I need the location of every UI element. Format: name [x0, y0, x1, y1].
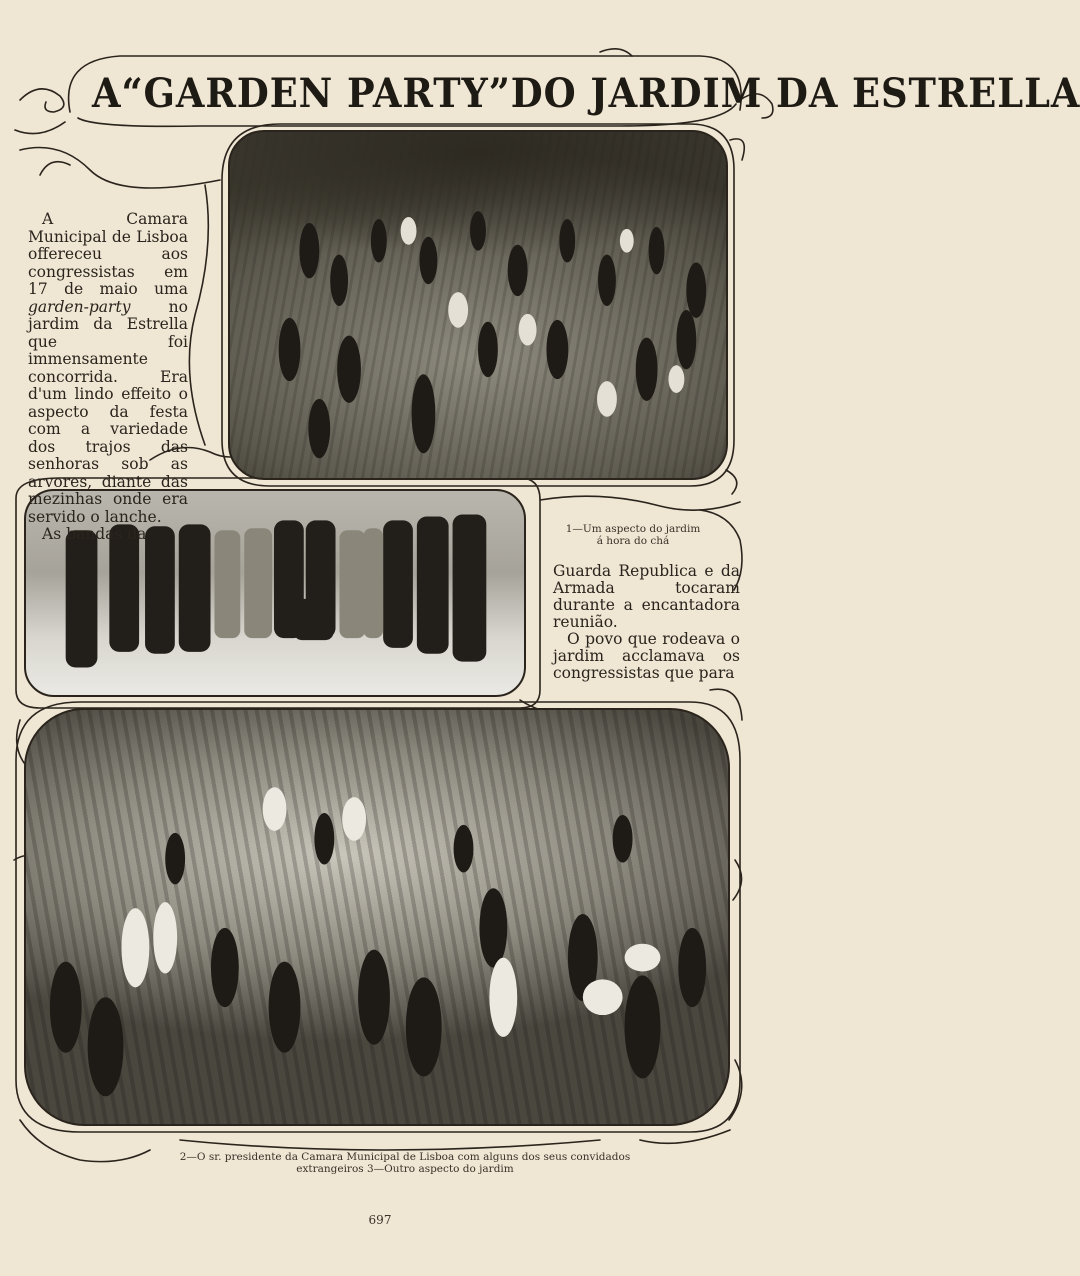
continuation-paragraph-1: Guarda Republica e da Armada tocaram durante a encantadora reunião. [553, 562, 740, 631]
intro-part-2: no jardim da Estrella que foi immensamente concorrida. Era d'um lindo effeito o aspecto da festa com a variedade dos trajos das senhoras sob as arvores, diante das mezinhas onde era servido o lanche. [28, 297, 188, 526]
intro-bands: As bandas da [42, 525, 147, 543]
continuation-paragraph-2: O povo que rodeava o jardim acclamava os congressistas que para [553, 630, 740, 682]
crowd-figures-2 [26, 710, 728, 1124]
crowd-figures [230, 132, 726, 478]
caption-photo-1 [548, 523, 718, 547]
intro-part-1: A Camara Municipal de Lisboa offereceu aos congressistas em 17 de maio uma [28, 210, 188, 298]
photo-garden-crowd [228, 130, 728, 480]
caption-23-line-2: extrangeiros 3—Outro aspecto do jardim [296, 1163, 514, 1175]
caption-1-line-2: á hora do chá [596, 535, 670, 547]
caption-photos-2-3 [150, 1151, 660, 1175]
article-title: A“GARDEN PARTY”DO JARDIM DA ESTRELLA [92, 70, 1080, 117]
caption-1-line-1: 1—Um aspecto do jardim [565, 523, 701, 535]
caption-23-line-1: 2—O sr. presidente da Camara Municipal de Lisboa com alguns dos seus convidados [179, 1151, 631, 1163]
intro-text [28, 211, 188, 544]
photo-garden-aspect [24, 708, 730, 1126]
intro-paragraph [28, 211, 188, 526]
continuation-text [553, 563, 740, 682]
intro-italic: garden-party [28, 297, 131, 316]
page-number: 697 [368, 1213, 392, 1227]
